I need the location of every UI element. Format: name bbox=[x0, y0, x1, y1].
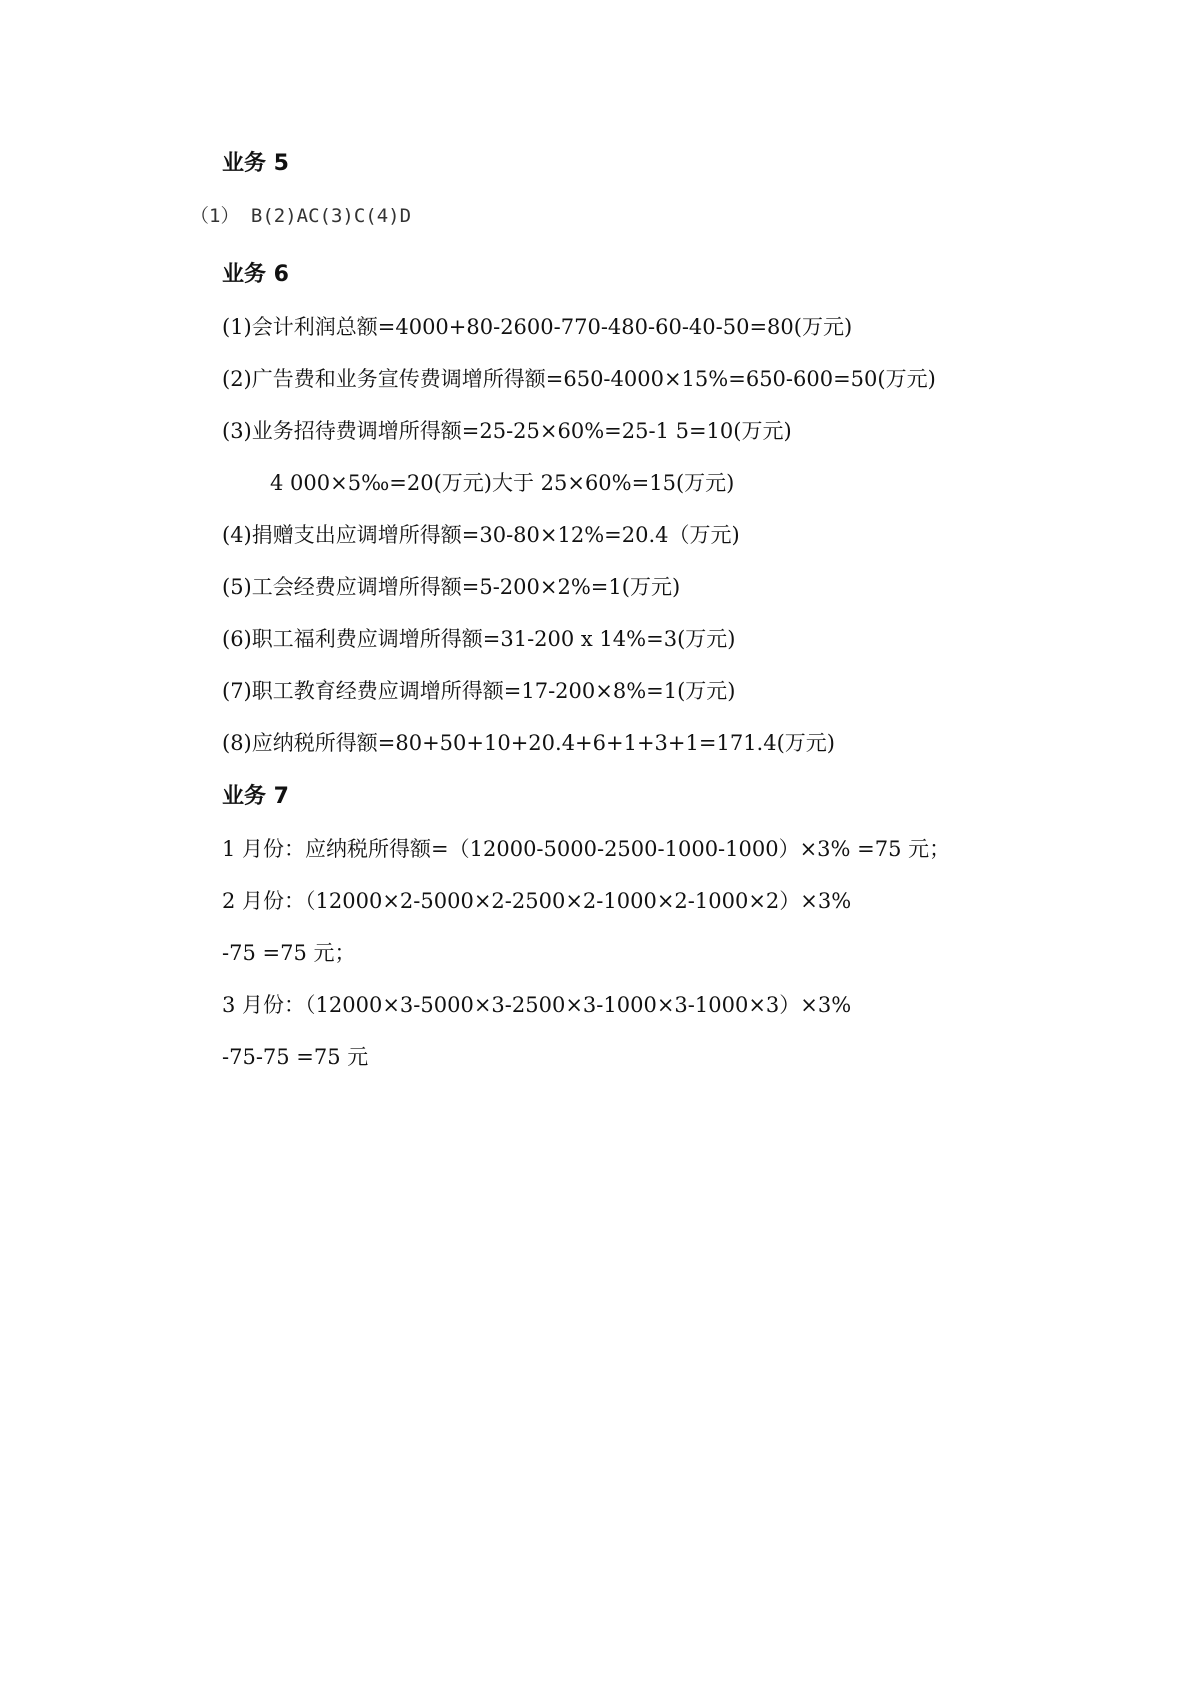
section-6-line-1: (1)会计利润总额=4000+80-2600-770-480-60-40-50=80(万元) bbox=[222, 315, 853, 339]
heading-section-7: 业务 7 bbox=[222, 784, 289, 809]
section-7-line-2-cont: -75 =75 元； bbox=[222, 941, 356, 965]
section-6-line-6: (6)职工福利费应调增所得额=31-200 x 14%=3(万元) bbox=[222, 627, 736, 651]
section-6-line-7: (7)职工教育经费应调增所得额=17-200×8%=1(万元) bbox=[222, 679, 736, 703]
section-6-line-2: (2)广告费和业务宣传费调增所得额=650-4000×15%=650-600=50(万元) bbox=[222, 367, 936, 391]
section-6-line-8: (8)应纳税所得额=80+50+10+20.4+6+1+3+1=171.4(万元) bbox=[222, 731, 835, 755]
section-7-line-3-cont: -75-75 =75 元 bbox=[222, 1045, 369, 1069]
section-6-line-4: (4)捐赠支出应调增所得额=30-80×12%=20.4（万元) bbox=[222, 523, 740, 547]
section-7-line-2: 2 月份：（12000×2-5000×2-2500×2-1000×2-1000×2）×3% bbox=[222, 889, 852, 913]
section-7-line-3: 3 月份：（12000×3-5000×3-2500×3-1000×3-1000×3）×3% bbox=[222, 993, 852, 1017]
heading-section-6: 业务 6 bbox=[222, 262, 289, 287]
section-6-line-3: (3)业务招待费调增所得额=25-25×60%=25-1 5=10(万元) bbox=[222, 419, 792, 443]
heading-section-5: 业务 5 bbox=[222, 151, 289, 176]
section-6-line-5: (5)工会经费应调增所得额=5-200×2%=1(万元) bbox=[222, 575, 681, 599]
section-7-line-1: 1 月份：应纳税所得额=（12000-5000-2500-1000-1000）×3% =75 元； bbox=[222, 837, 951, 861]
section-6-line-3-note: 4 000×5‰=20(万元)大于 25×60%=15(万元) bbox=[270, 471, 735, 495]
section-5-answer: （1） B(2)AC(3)C(4)D bbox=[190, 205, 412, 227]
